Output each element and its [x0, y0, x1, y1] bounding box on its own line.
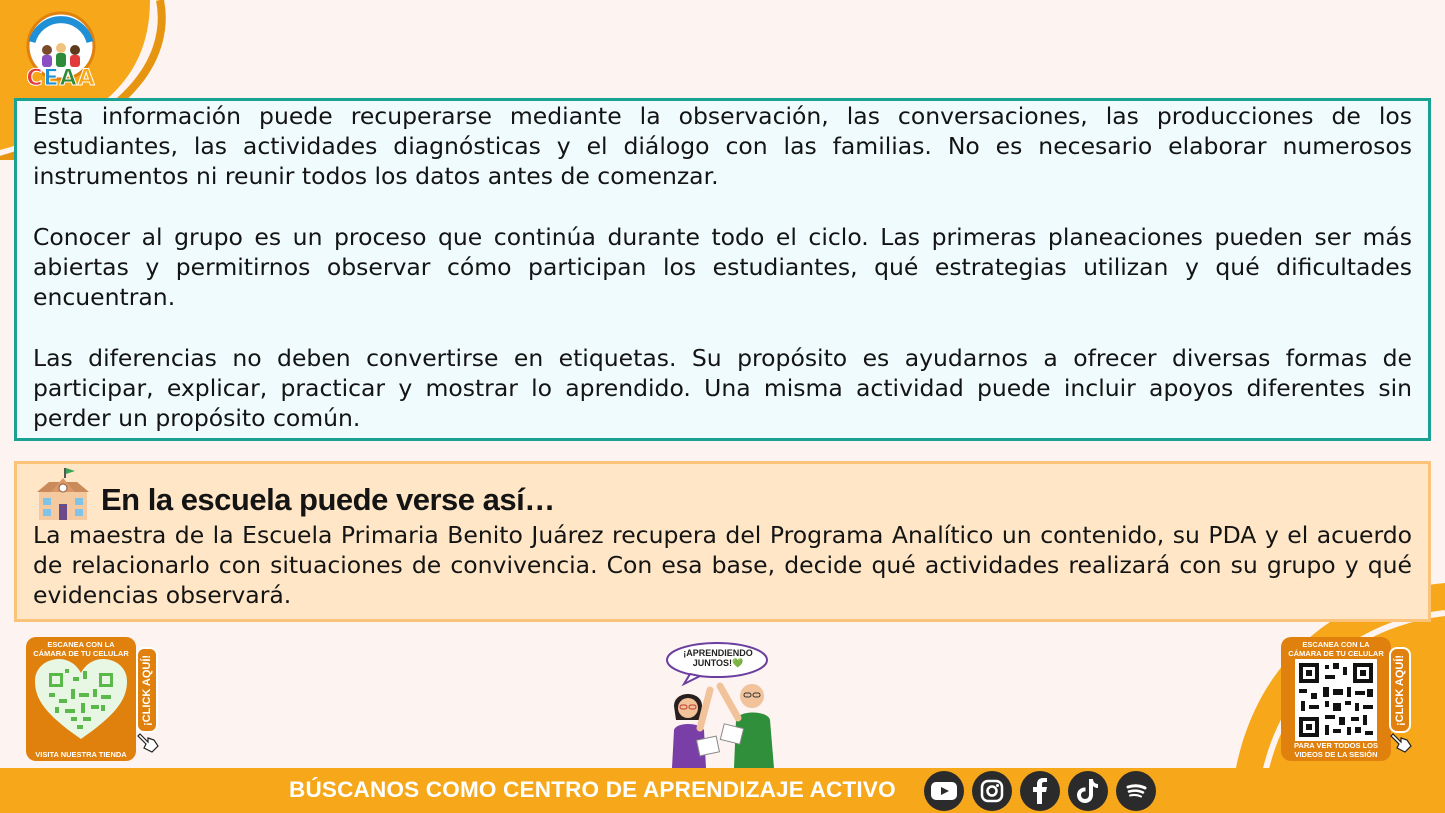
videos-click-button[interactable]: ¡CLICK AQUÍ! [1389, 647, 1411, 733]
spotify-icon[interactable] [1116, 771, 1156, 811]
videos-qr-top-text: ESCANEA CON LA CÁMARA DE TU CELULAR [1288, 640, 1384, 658]
instagram-icon[interactable] [972, 771, 1012, 811]
ceaa-logo [14, 10, 108, 92]
info-paragraph: Las diferencias no deben convertirse en etiquetas. Su propósito es ayudarnos a ofrecer diversas formas de participar, explicar, practicar y mostrar lo aprendido. Una misma actividad puede incluir apoyos diferentes sin perder un propósito común. [33, 343, 1412, 432]
school-example-panel [14, 461, 1431, 622]
videos-qr-card[interactable] [1281, 637, 1391, 761]
pointer-hand-icon [136, 730, 162, 754]
info-panel [14, 98, 1431, 441]
videos-qr-bottom-text: PARA VER TODOS LOS VIDEOS DE LA SESIÓN [1293, 741, 1379, 759]
pointer-hand-icon [1389, 730, 1415, 754]
store-click-button[interactable]: ¡CLICK AQUÍ! [136, 647, 158, 733]
heart-qr-code-icon[interactable] [35, 659, 127, 741]
info-paragraph: Conocer al grupo es un proceso que continúa durante todo el ciclo. Las primeras planeaciones pueden ser más abiertas y permitirnos observar cómo participan los estudiantes, qué estrategias utilizan y qué dificultades encuentran. [33, 222, 1412, 312]
store-qr-top-text: ESCANEA CON LA CÁMARA DE TU CELULAR [33, 640, 129, 658]
footer-text: BÚSCANOS COMO CENTRO DE APRENDIZAJE ACTIVO [289, 777, 896, 802]
tiktok-icon[interactable] [1068, 771, 1108, 811]
school-example-title: En la escuela puede verse así… [101, 481, 555, 517]
mascot-speech-bubble: ¡APRENDIENDO JUNTOS!💚 [683, 648, 753, 668]
youtube-icon[interactable] [924, 771, 964, 811]
school-building-icon [33, 468, 93, 522]
store-qr-bottom-text: VISITA NUESTRA TIENDA [35, 750, 127, 759]
qr-code-icon[interactable] [1295, 659, 1377, 741]
school-example-header [33, 464, 1412, 526]
school-example-body: La maestra de la Escuela Primaria Benito Juárez recupera del Programa Analítico un contenido, su PDA y el acuerdo de relacionarlo con situaciones de convivencia. Con esa base, decide qué actividades realizará con su grupo y qué evidencias observará. [33, 521, 1412, 610]
footer-bar [0, 768, 1445, 813]
logo-text: CEAA [26, 66, 96, 91]
store-qr-card[interactable] [26, 637, 136, 761]
facebook-icon[interactable] [1020, 771, 1060, 811]
info-paragraph: Esta información puede recuperarse mediante la observación, las conversaciones, las producciones de los estudiantes, las actividades diagnósticas y el diálogo con las familias. No es necesario elaborar numerosos instrumentos ni reunir todos los datos antes de comenzar. [33, 102, 1412, 191]
